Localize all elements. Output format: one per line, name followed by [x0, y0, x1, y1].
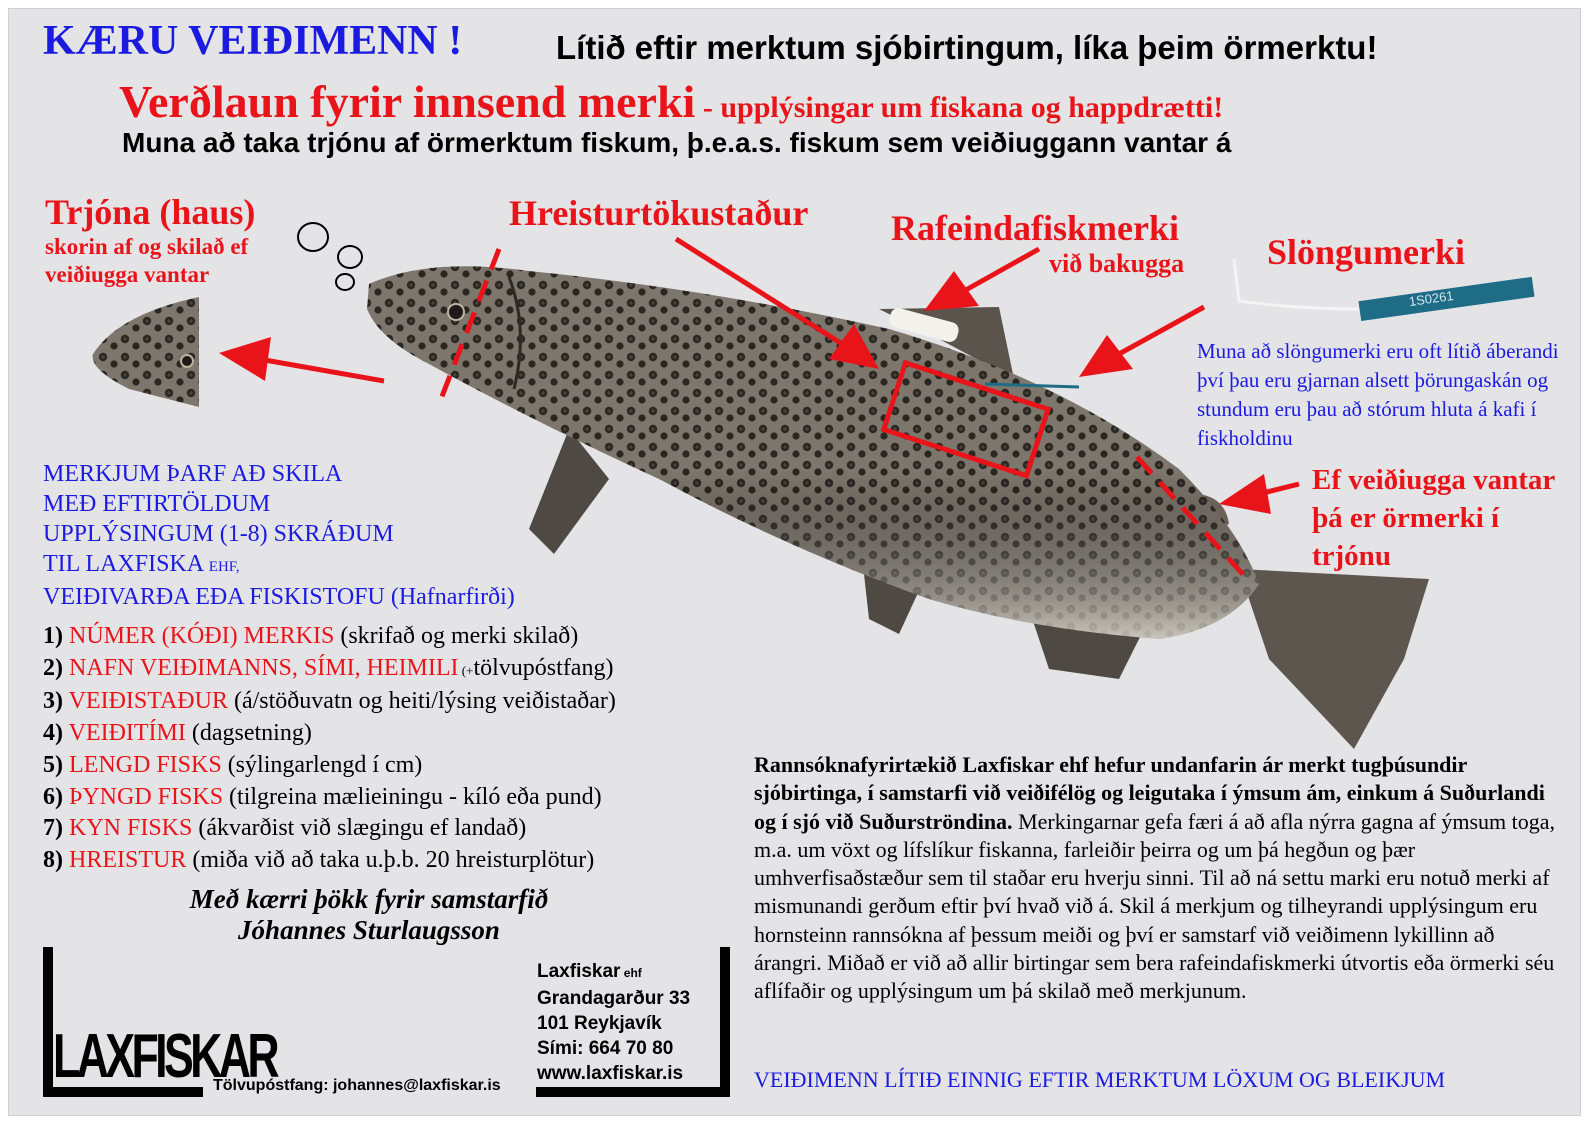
arrow-to-tube — [1119, 307, 1204, 354]
list-item: 3) VEIÐISTAÐUR (á/stöðuvatn og heiti/lýsing veiðistaðar) — [43, 688, 616, 715]
fish-eye — [448, 304, 464, 320]
company-email: Tölvupóstfang: johannes@laxfiskar.is — [213, 1077, 501, 1094]
list-item: 8) HREISTUR (miða við að taka u.þ.b. 20 hreisturplötur) — [43, 846, 595, 873]
instructions-line: MERKJUM ÞARF AÐ SKILA — [43, 461, 343, 487]
laxfiskar-logo: LAXFISKAR — [53, 1022, 277, 1091]
head-callout-desc: skorin af og skilað ef veiðiugga vantar — [45, 234, 249, 287]
arrow-to-head — [259, 359, 384, 381]
info-list — [43, 621, 616, 877]
instructions-line: MEÐ EFTIRTÖLDUM — [43, 491, 271, 517]
research-footer: VEIÐIMENN LÍTIÐ EINNIG EFTIR MERKTUM LÖXUM OG BLEIKJUM — [754, 1067, 1446, 1092]
cut-head — [93, 297, 199, 407]
list-item: 7) KYN FISKS (ákvarðist við slægingu ef landað) — [43, 815, 527, 842]
list-item: 1) NÚMER (KÓÐI) MERKIS (skrifað og merki skilað) — [43, 623, 579, 649]
tube-tag-note: Muna að slöngumerki eru oft lítið áberandi því þau eru gjarnan alsett þörungaskán og stundum eru þau að stórum hluta á kafi í fiskholdinu — [1197, 339, 1559, 450]
electronic-tag-label: Rafeindafiskmerki — [891, 208, 1179, 248]
instructions-line: UPPLÝSINGUM (1-8) SKRÁÐUM — [43, 521, 394, 547]
thanks-signature: Með kærri þökk fyrir samstarfið Jóhannes Sturlaugsson — [189, 884, 549, 945]
poster — [8, 8, 1581, 1116]
tube-tag-label: Slöngumerki — [1267, 232, 1466, 272]
list-item: 2) NAFN VEIÐIMANNS, SÍMI, HEIMILI (+tölvupóstfang) — [43, 654, 614, 681]
scale-sample-label: Hreisturtökustaður — [509, 193, 809, 233]
tail-fin — [1239, 569, 1429, 749]
tube-tag-number: 1S0261 — [1407, 288, 1455, 310]
instructions-line: VEIÐIVARÐA EÐA FISKISTOFU (Hafnarfirði) — [43, 584, 515, 610]
reminder-line: Muna að taka trjónu af örmerktum fiskum, þ.e.a.s. fiskum sem veiðiuggann vantar á — [122, 127, 1232, 158]
adipose-fin-note: Ef veiðiugga vantar þá er örmerki í trjónu — [1312, 464, 1555, 572]
list-item: 5) LENGD FISKS (sýlingarlengd í cm) — [43, 751, 423, 778]
electronic-tag-sublabel: við bakugga — [1049, 249, 1185, 278]
research-paragraph: Rannsóknafyrirtækið Laxfiskar ehf hefur undanfarin ár merkt tugþúsundir sjóbirtinga, í samstarfi við veiðifélög og leigutaka í ýmsum ám, einkum á Suðurlandi og í sjó við Suðurströndina. Merkingarnar gefa færi á að afla nýrra gagna af ýmsum toga, m.a. um vöxt og lífslíkur fiskanna, farleiðir þeirra og um þá hegðun og þær umhverfisaðstæður sem til staðar eru hverju sinni. Til að ná settu marki eru notuð merki af mismunandi gerðum eftir því hvað við á. Skil á merkjum og tilheyrandi upplýsingum eru hornsteinn rannsókna af þessum meiði og því er samstarf við veiðimenn lykillinn að árangri. Miðað er við að allir birtingar sem bera rafeindafiskmerki útvortis eða örmerki séu aflífaðir og upplýsingum um þá skilað með merkjunum. — [754, 752, 1555, 1004]
list-item: 4) VEIÐITÍMI (dagsetning) — [43, 720, 312, 747]
company-address: Laxfiskar ehf Grandagarður 33 101 Reykjavík Sími: 664 70 80 www.laxfiskar.is — [537, 961, 691, 1084]
reward-line — [119, 75, 1223, 128]
company-website: www.laxfiskar.is — [537, 1063, 684, 1084]
arrow-to-electronic — [964, 249, 1039, 291]
instructions-line: TIL LAXFISKA EHF, — [43, 551, 240, 577]
poster-title: KÆRU VEIÐIMENN ! — [43, 18, 463, 64]
reward-title: Verðlaun fyrir innsend merki — [119, 76, 696, 127]
head-callout-title: Trjóna (haus) — [45, 192, 256, 232]
return-instructions — [43, 459, 663, 612]
list-item: 6) ÞYNGD FISKS (tilgreina mælieiningu - kíló eða pund) — [43, 783, 602, 810]
reward-suffix: - upplýsingar um fiskana og happdrætti! — [695, 91, 1224, 124]
poster-subtitle: Lítið eftir merktum sjóbirtingum, líka þeim örmerktu! — [556, 29, 1378, 66]
